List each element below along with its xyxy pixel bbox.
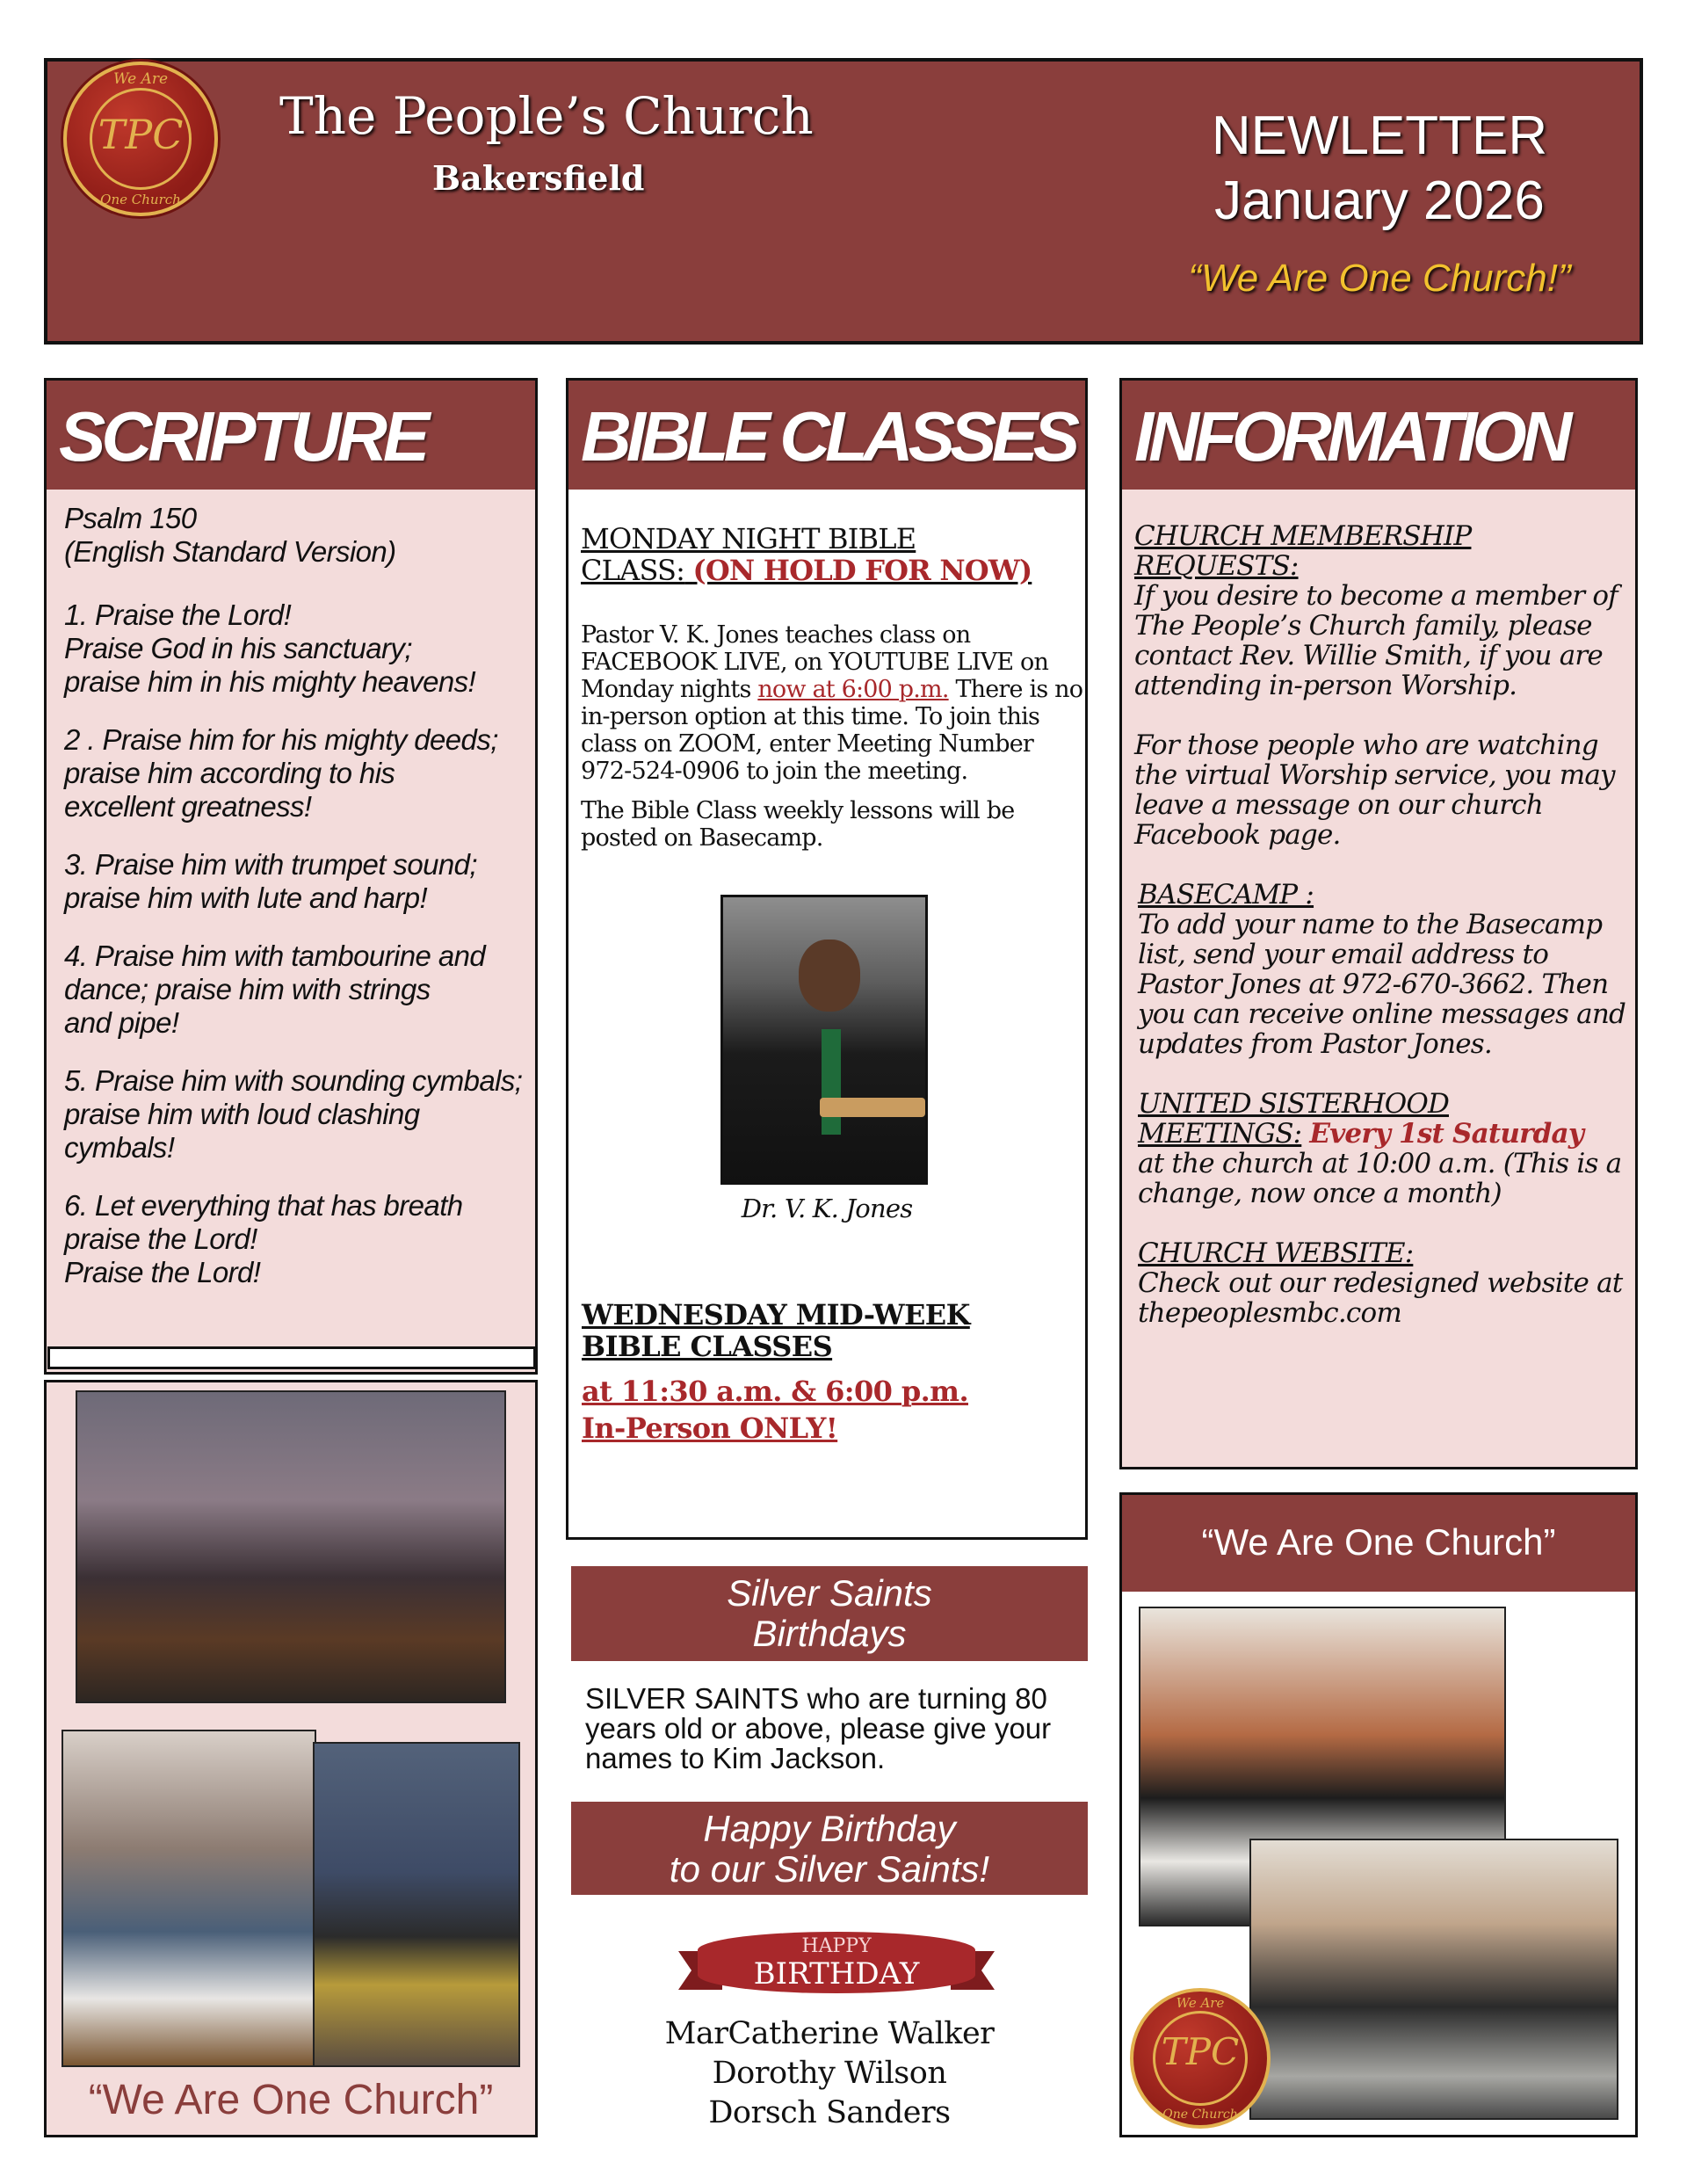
church-logo: [63, 62, 218, 216]
basecamp-lessons-note: The Bible Class weekly lessons will be posted on Basecamp.: [581, 797, 1015, 852]
scripture-heading: SCRIPTURE: [47, 381, 535, 490]
silver-saints-banner-line2: Birthdays: [752, 1613, 907, 1654]
wednesday-class-times: [582, 1373, 968, 1447]
wednesday-in-person-note: In-Person ONLY!: [582, 1411, 838, 1445]
sisterhood-heading-line2: [1138, 1119, 1635, 1149]
monday-class-details: [581, 621, 1085, 785]
basecamp-text: To add your name to the Basecamp list, send your email address to Pastor Jones at 972-670-3662. Then you can receive online messages and updates from Pastor Jones.: [1138, 909, 1626, 1060]
birthday-name: Dorsch Sanders: [708, 2095, 951, 2130]
monday-time: now at 6:00 p.m.: [757, 676, 949, 703]
birthday-name: MarCatherine Walker: [664, 2016, 995, 2051]
newsletter-slogan: “We Are One Church!”: [1188, 257, 1571, 300]
silver-saints-banner: [571, 1566, 1088, 1661]
small-logo-bottom-text: One Church: [1162, 2108, 1238, 2122]
happy-birthday-line2: to our Silver Saints!: [669, 1848, 990, 1890]
bible-classes-heading: BIBLE CLASSES: [568, 381, 1085, 490]
sisterhood-heading-line1: UNITED SISTERHOOD: [1138, 1088, 1449, 1120]
scripture-section: [44, 378, 538, 1375]
right-photo-banner: “We Are One Church”: [1122, 1495, 1635, 1592]
scripture-verse: 2 . Praise him for his mighty deeds; praise him according to his excellent greatness!: [64, 723, 498, 823]
ribbon-birthday: BIRTHDAY: [753, 1956, 920, 1992]
membership-text: If you desire to become a member of The People’s Church family, please contact Rev. Willie Smith, if you are attending in-person Worship.: [1134, 580, 1618, 701]
scripture-verse: 5. Praise him with sounding cymbals; praise him with loud clashing cymbals!: [64, 1064, 523, 1164]
pastor-caption: Dr. V. K. Jones: [741, 1194, 913, 1223]
monday-heading-line1: MONDAY NIGHT BIBLE: [581, 522, 916, 555]
basecamp-block: [1134, 880, 1635, 1059]
sisterhood-text: at the church at 10:00 a.m. (This is a change, now once a month): [1138, 1148, 1622, 1209]
happy-birthday-banner: [571, 1802, 1088, 1895]
virtual-worship-block: For those people who are watching the virtual Worship service, you may leave a message on our church Facebook page.: [1134, 729, 1615, 851]
information-body: [1122, 490, 1635, 1328]
monday-class-heading: [581, 523, 1085, 586]
scripture-reference: Psalm 150 (English Standard Version): [64, 502, 396, 568]
logo-top-text: We Are: [112, 70, 168, 88]
monday-details-part2: There is no in-person option at this time. To join this class on ZOOM, enter Meeting Number 972-524-0906 to join the meeting.: [581, 676, 1083, 785]
birthday-names-list: [566, 2014, 1093, 2133]
scripture-verse: 3. Praise him with trumpet sound; praise him with lute and harp!: [64, 848, 477, 914]
silver-saints-text: SILVER SAINTS who are turning 80 years old or above, please give your names to Kim Jackson.: [585, 1682, 1052, 1774]
sisterhood-block: [1134, 1089, 1635, 1208]
website-heading: CHURCH WEBSITE:: [1138, 1237, 1414, 1269]
scripture-body: [47, 490, 535, 1289]
happy-birthday-line1: Happy Birthday: [703, 1808, 956, 1849]
logo-bottom-text: One Church: [100, 192, 181, 207]
pastor-photo: [720, 895, 928, 1185]
wednesday-heading-line2: BIBLE CLASSES: [582, 1330, 833, 1363]
newsletter-date: January 2026: [1214, 171, 1545, 232]
website-block: [1134, 1238, 1635, 1328]
wednesday-heading-line1: WEDNESDAY MID-WEEK: [582, 1298, 970, 1331]
bible-classes-body: [568, 523, 1085, 852]
silver-saints-banner-line1: Silver Saints: [727, 1572, 932, 1614]
sisterhood-schedule: Every 1st Saturday: [1309, 1118, 1584, 1150]
sisterhood-meetings-label: MEETINGS:: [1138, 1118, 1302, 1150]
ribbon-happy: HAPPY: [801, 1935, 872, 1957]
website-text: Check out our redesigned website at thepeoplesmbc.com: [1138, 1267, 1623, 1329]
praise-dancer-photo: [313, 1742, 520, 2067]
baby-dedication-photo: [62, 1730, 316, 2067]
scripture-verse: 4. Praise him with tambourine and dance; praise him with strings and pipe!: [64, 940, 486, 1039]
wednesday-class-heading: [582, 1299, 970, 1362]
wednesday-times: at 11:30 a.m. & 6:00 p.m.: [582, 1375, 968, 1408]
small-logo-monogram: TPC: [1161, 2030, 1240, 2073]
church-city: Bakersfield: [432, 158, 645, 198]
birthday-ribbon: [678, 1916, 995, 2006]
youth-conference-photo: [76, 1390, 506, 1703]
left-photo-caption: “We Are One Church”: [88, 2077, 494, 2123]
scripture-verse: 6. Let everything that has breath praise the Lord! Praise the Lord!: [64, 1189, 463, 1288]
membership-block: [1134, 521, 1635, 700]
monday-heading-line2: [581, 555, 1085, 586]
monday-details-part1: Pastor V. K. Jones teaches class on FACEBOOK LIVE, on YOUTUBE LIVE on Monday nights: [581, 621, 1049, 703]
divider-strip: [47, 1346, 536, 1369]
basecamp-heading: BASECAMP :: [1138, 879, 1314, 911]
church-name: The People’s Church: [279, 86, 814, 146]
small-logo-top-text: We Are: [1176, 1995, 1225, 2011]
monday-status: (ON HOLD FOR NOW): [692, 554, 1032, 587]
logo-monogram: TPC: [98, 111, 184, 158]
scripture-verse: 1. Praise the Lord! Praise God in his sanctuary; praise him in his mighty heavens!: [64, 599, 476, 698]
information-section: [1119, 378, 1638, 1469]
group-members-photo: [1249, 1839, 1618, 2120]
newsletter-label: NEWLETTER: [1211, 105, 1548, 166]
information-heading: INFORMATION: [1122, 381, 1635, 490]
birthday-name: Dorothy Wilson: [712, 2056, 947, 2091]
church-logo-small: [1130, 1988, 1271, 2129]
newsletter-title: [1177, 104, 1582, 235]
membership-heading: CHURCH MEMBERSHIP REQUESTS:: [1134, 520, 1472, 582]
monday-heading-class: CLASS:: [581, 554, 685, 587]
